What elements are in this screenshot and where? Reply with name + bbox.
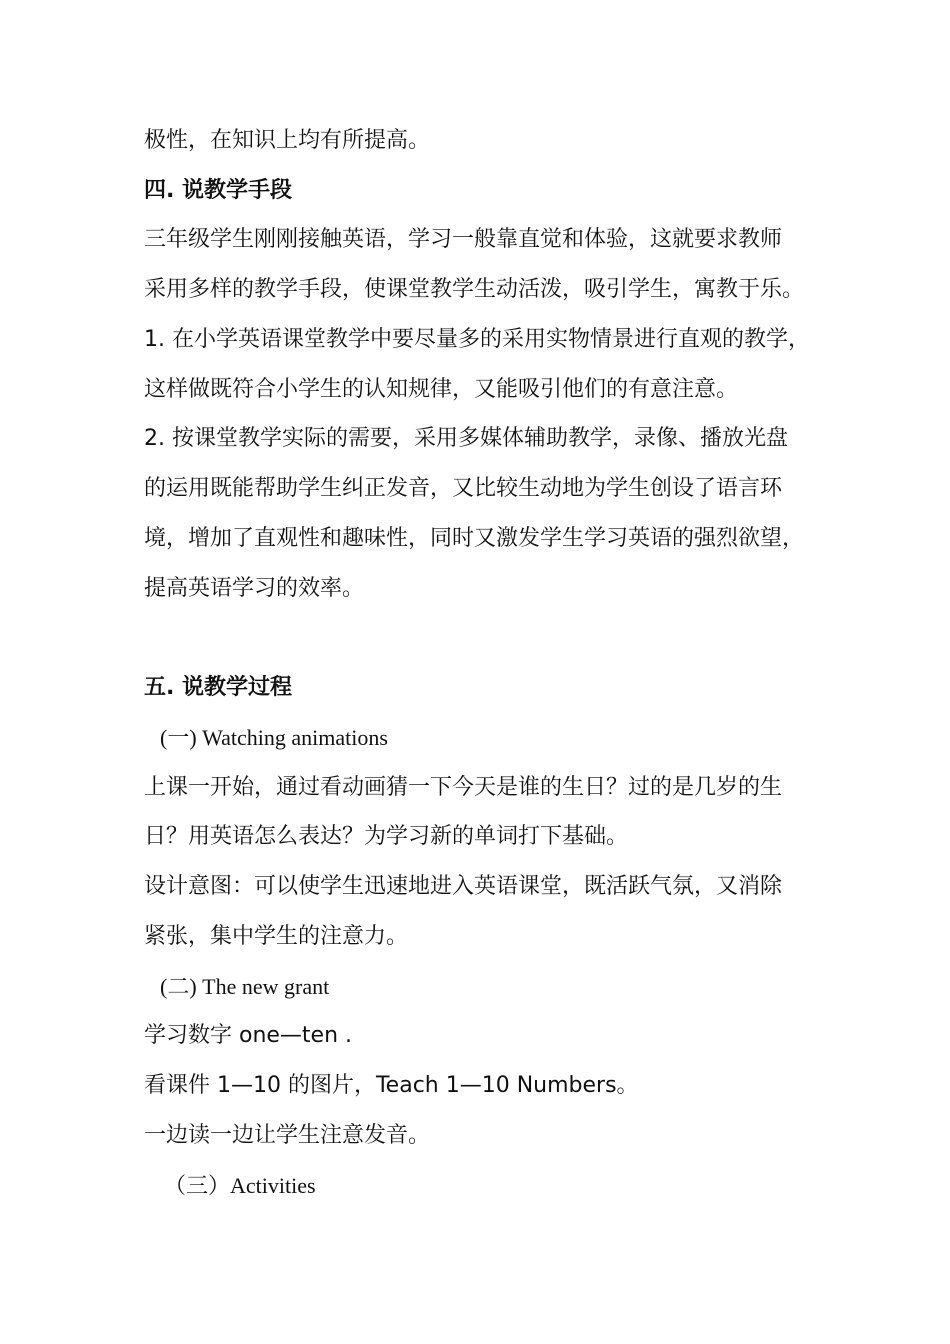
text-line: 这样做既符合小学生的认知规律，又能吸引他们的有意注意。 xyxy=(144,377,739,402)
text-line: 提高英语学习的效率。 xyxy=(144,576,365,601)
text-line: 采用多样的教学手段，使课堂教学生动活泼，吸引学生，寓教于乐。 xyxy=(144,277,805,302)
text-line: 一边读一边让学生注意发音。 xyxy=(144,1123,431,1148)
text-line: 2. 按课堂教学实际的需要，采用多媒体辅助教学，录像、播放光盘 xyxy=(144,426,788,451)
text-line: 学习数字 one—ten . xyxy=(144,1023,353,1048)
text-line: 日？用英语怎么表达？为学习新的单词打下基础。 xyxy=(144,824,629,849)
subsection-heading-1: (一) Watching animations xyxy=(160,725,388,750)
section-heading-5: 五. 说教学过程 xyxy=(144,675,293,700)
text-line: 的运用既能帮助学生纠正发音，又比较生动地为学生创设了语言环 xyxy=(144,476,783,501)
text-line: 境，增加了直观性和趣味性，同时又激发学生学习英语的强烈欲望， xyxy=(144,526,805,551)
subsection-heading-2: (二) The new grant xyxy=(160,974,330,999)
subsection-heading-3: （三）Activities xyxy=(164,1173,316,1198)
text-line: 上课一开始，通过看动画猜一下今天是谁的生日？过的是几岁的生 xyxy=(144,775,783,800)
text-line: 紧张，集中学生的注意力。 xyxy=(144,924,409,949)
text-line: 1. 在小学英语课堂教学中要尽量多的采用实物情景进行直观的教学， xyxy=(144,327,810,352)
text-line: 看课件 1—10 的图片，Teach 1—10 Numbers。 xyxy=(144,1073,639,1098)
text-line: 极性，在知识上均有所提高。 xyxy=(144,128,431,153)
section-heading-4: 四. 说教学手段 xyxy=(144,178,293,203)
text-line: 三年级学生刚刚接触英语，学习一般靠直觉和体验，这就要求教师 xyxy=(144,227,783,252)
text-line: 设计意图：可以使学生迅速地进入英语课堂，既活跃气氛，又消除 xyxy=(144,874,783,899)
